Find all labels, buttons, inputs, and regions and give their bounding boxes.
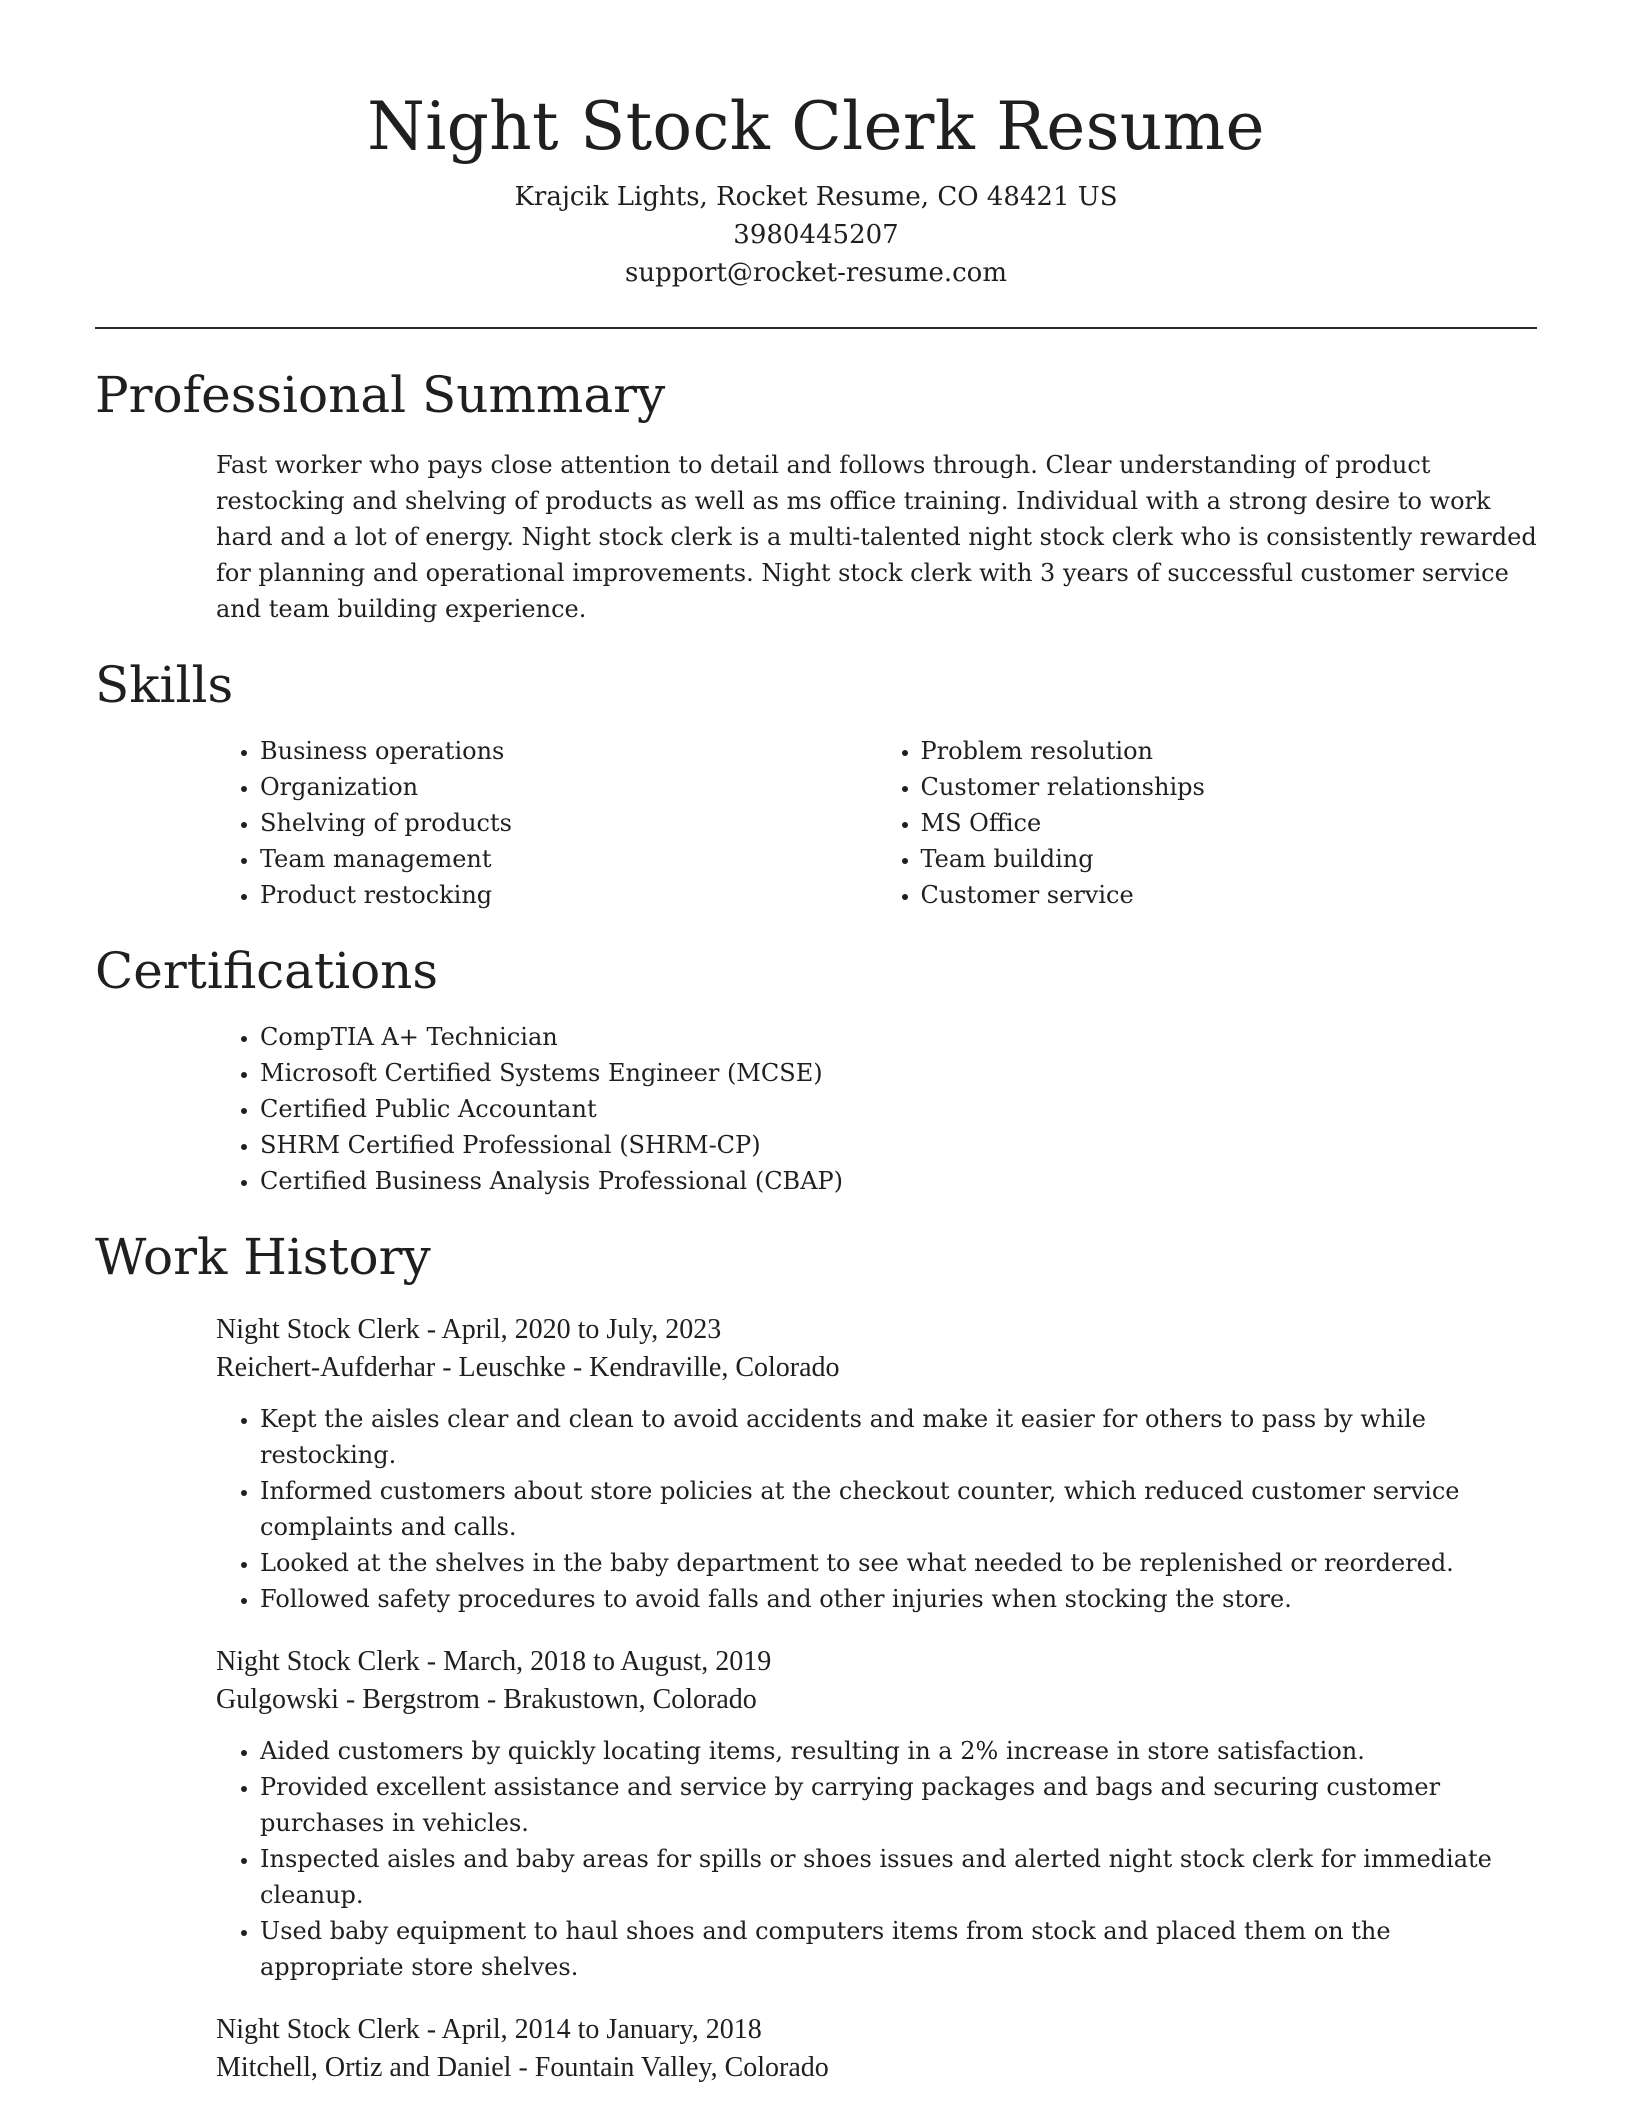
separator: - xyxy=(419,2014,442,2045)
job-bullets xyxy=(216,1733,1537,1985)
certification-item: • Certified Public Accountant xyxy=(260,1091,1537,1127)
job-entry xyxy=(216,1643,1537,1985)
separator: - xyxy=(511,2052,535,2083)
job-bullet: • Kept the aisles clear and clean to avoid accidents and make it easier for others to pass by while restocking. xyxy=(260,1401,1537,1473)
job-bullet: • Looked at the shelves in the baby department to see what needed to be replenished or reordered. xyxy=(260,1545,1537,1581)
job-bullet: • Provided excellent assistance and service by carrying packages and bags and securing customer purchases in vehicles. xyxy=(260,1769,1537,1841)
skills-column-right xyxy=(877,733,1538,913)
job-bullet: • Followed safety procedures to avoid falls and other injuries when stocking the store. xyxy=(260,1581,1537,1617)
job-title-line xyxy=(216,1643,1537,1681)
certification-item: • Certified Business Analysis Professional (CBAP) xyxy=(260,1163,1537,1199)
skills-heading: Skills xyxy=(95,656,234,714)
skill-item: • Shelving of products xyxy=(260,805,877,841)
certification-item: • CompTIA A+ Technician xyxy=(260,1019,1537,1055)
job-bullets xyxy=(216,1401,1537,1617)
job-title-line xyxy=(216,2011,1537,2049)
header-divider xyxy=(95,327,1537,329)
job-location: Kendraville, Colorado xyxy=(589,1352,840,1383)
job-title: Night Stock Clerk xyxy=(216,1314,420,1345)
job-title-line xyxy=(216,1311,1537,1349)
skills-grid xyxy=(216,733,1537,913)
job-company-line xyxy=(216,1681,1537,1719)
skill-item: • Business operations xyxy=(260,733,877,769)
resume-title: Night Stock Clerk Resume xyxy=(367,88,1265,165)
job-title: Night Stock Clerk xyxy=(216,1646,420,1677)
separator: - xyxy=(419,1314,442,1345)
summary-text: Fast worker who pays close attention to detail and follows through. Clear understanding of product restocking and shelving of products as well as ms office training. Individual with a strong desire to work hard and a lot of energy. Night stock clerk is a multi-talented night stock clerk who is consistently rewarded for planning and operational improvements. Night stock clerk with 3 years of successful customer service and team building experience. xyxy=(216,451,1537,623)
contact-address: Krajcik Lights, Rocket Resume, CO 48421 US xyxy=(514,182,1118,212)
job-company-line xyxy=(216,1349,1537,1387)
job-entry xyxy=(216,2011,1537,2087)
job-company-line xyxy=(216,2049,1537,2087)
skill-item: • Problem resolution xyxy=(921,733,1538,769)
certifications-heading: Certifications xyxy=(95,942,439,1000)
separator: - xyxy=(479,1684,504,1715)
job-bullet: • Aided customers by quickly locating items, resulting in a 2% increase in store satisfaction. xyxy=(260,1733,1537,1769)
job-location: Brakustown, Colorado xyxy=(503,1684,757,1715)
certification-item: • Microsoft Certified Systems Engineer (MCSE) xyxy=(260,1055,1537,1091)
certifications-list xyxy=(216,1019,1537,1199)
job-company: Gulgowski - Bergstrom xyxy=(216,1684,480,1715)
summary-heading: Professional Summary xyxy=(95,366,666,424)
contact-email: support@rocket-resume.com xyxy=(624,258,1007,288)
job-bullet: • Informed customers about store policies at the checkout counter, which reduced customer service complaints and calls. xyxy=(260,1473,1537,1545)
job-title: Night Stock Clerk xyxy=(216,2014,420,2045)
skill-item: • Customer relationships xyxy=(921,769,1538,805)
skill-item: • MS Office xyxy=(921,805,1538,841)
job-company: Mitchell, Ortiz and Daniel xyxy=(216,2052,512,2083)
job-dates: April, 2014 to January, 2018 xyxy=(441,2014,762,2045)
contact-block xyxy=(95,178,1537,292)
skill-item: • Team management xyxy=(260,841,877,877)
separator: - xyxy=(565,1352,590,1383)
job-bullet: • Used baby equipment to haul shoes and computers items from stock and placed them on the appropriate store shelves. xyxy=(260,1913,1537,1985)
contact-phone: 3980445207 xyxy=(733,220,899,250)
job-dates: March, 2018 to August, 2019 xyxy=(443,1646,772,1677)
job-company: Reichert-Aufderhar - Leuschke xyxy=(216,1352,566,1383)
skills-column-left xyxy=(216,733,877,913)
skill-item: • Team building xyxy=(921,841,1538,877)
job-bullet: • Inspected aisles and baby areas for spills or shoes issues and alerted night stock clerk for immediate cleanup. xyxy=(260,1841,1537,1913)
work-history-heading: Work History xyxy=(95,1228,431,1286)
resume-page xyxy=(95,0,1537,2087)
job-dates: April, 2020 to July, 2023 xyxy=(441,1314,722,1345)
job-location: Fountain Valley, Colorado xyxy=(534,2052,829,2083)
skill-item: • Product restocking xyxy=(260,877,877,913)
job-entry xyxy=(216,1311,1537,1617)
certification-item: • SHRM Certified Professional (SHRM-CP) xyxy=(260,1127,1537,1163)
separator: - xyxy=(419,1646,444,1677)
skill-item: • Organization xyxy=(260,769,877,805)
skill-item: • Customer service xyxy=(921,877,1538,913)
